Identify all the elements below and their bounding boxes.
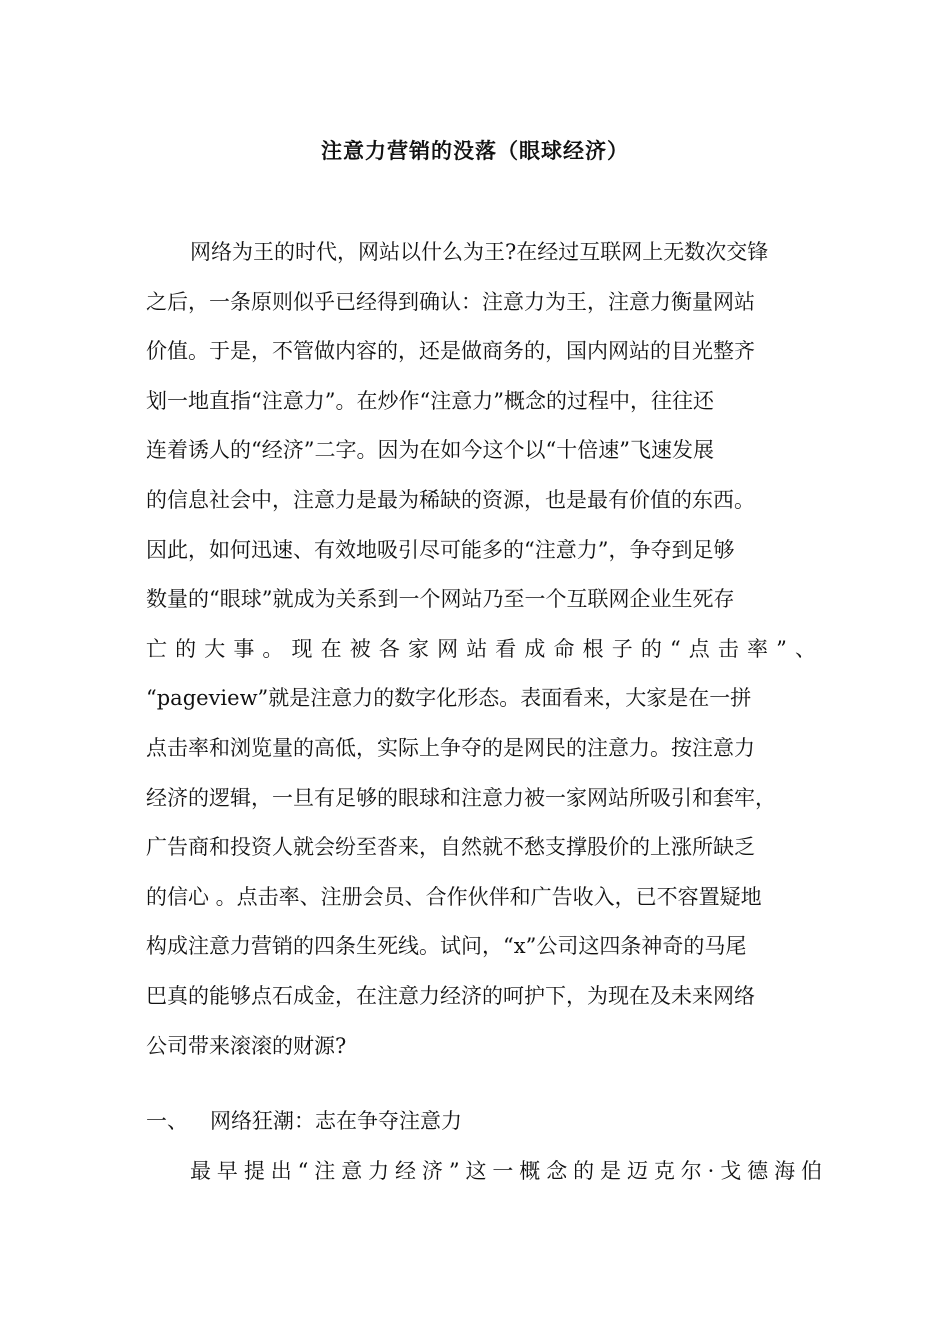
paragraph-line: 的信息社会中，注意力是最为稀缺的资源，也是最有价值的东西。 [146,487,755,512]
paragraph-line: 网络为王的时代，网站以什么为王?在经过互联网上无数次交锋 [190,240,769,264]
paragraph-line: 数量的“眼球”就成为关系到一个网站乃至一个互联网企业生死存 [146,587,735,612]
paragraph-line: 点击率和浏览量的高低，实际上争夺的是网民的注意力。按注意力 [146,735,755,760]
paragraph-line: 因此，如何迅速、有效地吸引尽可能多的“注意力”，争夺到足够 [146,537,735,562]
paragraph-line: 广告商和投资人就会纷至沓来，自然就不愁支撑股价的上涨所缺乏 [146,835,755,860]
document-title: 注意力营销的没落（眼球经济） [321,139,629,163]
paragraph-line: 亡的大事。现在被各家网站看成命根子的“点击率”、 [146,636,822,661]
paragraph-line: 经济的逻辑，一旦有足够的眼球和注意力被一家网站所吸引和套牢， [146,785,776,810]
body-paragraph-2: 最早提出“注意力经济”这一概念的是迈克尔·戈德海伯 [190,1159,822,1183]
section-number: 一、 [146,1109,188,1133]
paragraph-line: 连着诱人的“经济”二字。因为在如今这个以“十倍速”飞速发展 [146,438,714,463]
paragraph-line: 划一地直指“注意力”。在炒作“注意力”概念的过程中，往往还 [146,388,714,413]
section-heading-text: 网络狂潮：志在争夺注意力 [210,1109,462,1133]
paragraph-line: 的信心 。点击率、注册会员、合作伙伴和广告收入，已不容置疑地 [146,884,762,909]
paragraph-line: “pageview”就是注意力的数字化形态。表面看来，大家是在一拼 [146,686,752,711]
paragraph-line: 之后，一条原则似乎已经得到确认：注意力为王，注意力衡量网站 [146,289,755,314]
body-paragraph-1 [146,228,822,1071]
paragraph-line: 公司带来滚滚的财源? [146,1033,347,1058]
paragraph-line: 巴真的能够点石成金，在注意力经济的呵护下，为现在及未来网络 [146,983,755,1008]
section-heading-1 [146,1101,462,1141]
paragraph-line: 构成注意力营销的四条生死线。试问，“x”公司这四条神奇的马尾 [146,934,747,959]
paragraph-line: 价值。于是，不管做内容的，还是做商务的，国内网站的目光整齐 [146,339,755,364]
